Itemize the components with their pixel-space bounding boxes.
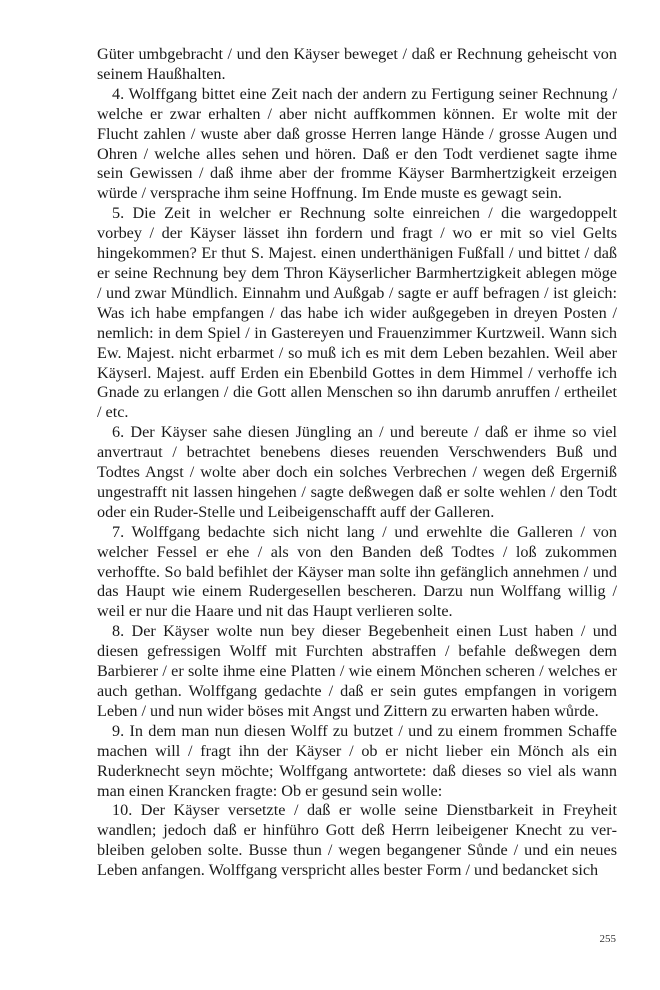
paragraph-4: 4. Wolffgang bittet eine Zeit nach der andern zu Fertigung seiner Rechnung / welche er zwar erhalten / aber nicht auffkommen können. Er wolte mit der Flucht zahlen / wuste aber daß grosse Herren lange Hände / grosse Augen und Ohren / welche alles sehen und hören. Daß er den Todt verdienet sagte ihme sein Gewissen / daß ihme aber der fromme Käyser Barmhertzigkeit erzeigen würde / versprache ihm seine Hoffnung. Im Ende muste es gewagt sein. xyxy=(97,84,617,203)
paragraph-7: 7. Wolffgang bedachte sich nicht lang / und erwehlte die Galleren / von welcher Fessel er ehe / als von den Banden deß Todtes / loß zukommen verhoffte. So bald befihlet der Käyser man solte ihn gefänglich annehmen / und das Haupt wie einem Rudergesellen bescheren. Darzu nun Wolffang willig / weil er nur die Haare und nit das Haupt verlieren solte. xyxy=(97,522,617,621)
paragraph-continued: Güter umbgebracht / und den Käyser beweget / daß er Rechnung geheischt von seinem Haußhalten. xyxy=(97,45,617,83)
page-number: 255 xyxy=(599,933,616,945)
page-body xyxy=(97,45,617,881)
paragraph-10: 10. Der Käyser versetzte / daß er wolle seine Dienstbarkeit in Freyheit wandlen; jedoch daß er hinführo Gott deß Herrn leibeigener Knecht zu verbleiben geloben solte. Busse thun / wegen begangener Sůnde / und ein neues Leben anfangen. Wolffgang verspricht alles bester Form / und bedancket sich xyxy=(97,801,617,880)
paragraph-5: 5. Die Zeit in welcher er Rechnung solte einreichen / die wargedoppelt vorbey / der Käyser lässet ihn fordern und fragt / wo er mit so viel Gelts hingekommen? Er thut S. Majest. einen underthänigen Fußfall / und bittet / daß er seine Rechnung bey dem Thron Käyserlicher Barmhertzigkeit ablegen möge / und zwar Mündlich. Einnahm und Außgab / sagte er auff befragen / ist gleich: Was ich habe empfangen / das habe ich wider außgegeben in dreyen Posten / nemlich: in dem Spiel / in Gastereyen und Frauenzimmer Kurtzweil. Wann sich Ew. Majest. nicht erbarmet / so muß ich es mit dem Leben bezahlen. Weil aber Käyserl. Majest. auff Erden ein Ebenbild Gottes in dem Himmel / verhoffe ich Gnade zu erlangen / die Gott allen Menschen so ihn darumb anruffen / ertheilet / etc. xyxy=(97,204,617,422)
paragraph-8: 8. Der Käyser wolte nun bey dieser Begebenheit einen Lust haben / und diesen gefressigen Wolff mit Furchten abstraffen / befahle deßwegen dem Barbierer / er solte ihme eine Platten / wie einem Mönchen scheren / welches er auch gethan. Wolffgang gedachte / daß er sein gutes empfangen in vorigem Leben / und nun wider böses mit Angst und Zittern zu erwarten haben wůrde. xyxy=(97,622,617,720)
paragraph-6: 6. Der Käyser sahe diesen Jüngling an / und bereute / daß er ihme so viel anvertraut / betrachtet benebens dieses reuenden Verschwenders Buß und Todtes Angst / wolte aber doch ein solches Verbrechen / wegen deß Ergerniß ungestrafft nit lassen hingehen / sagte deßwegen daß er solte wehlen / den Todt oder ein Ruder-Stelle und Leibeigenschafft auff der Galleren. xyxy=(97,423,617,521)
paragraph-9: 9. In dem man nun diesen Wolff zu butzet / und zu einem frommen Schaffe machen will / fragt ihn der Käyser / ob er nicht lieber ein Mönch als ein Ruderknecht seyn möchte; Wolffgang antwortete: daß dieses so viel als wann man einen Krancken fragte: Ob er gesund sein wolle: xyxy=(97,721,617,800)
